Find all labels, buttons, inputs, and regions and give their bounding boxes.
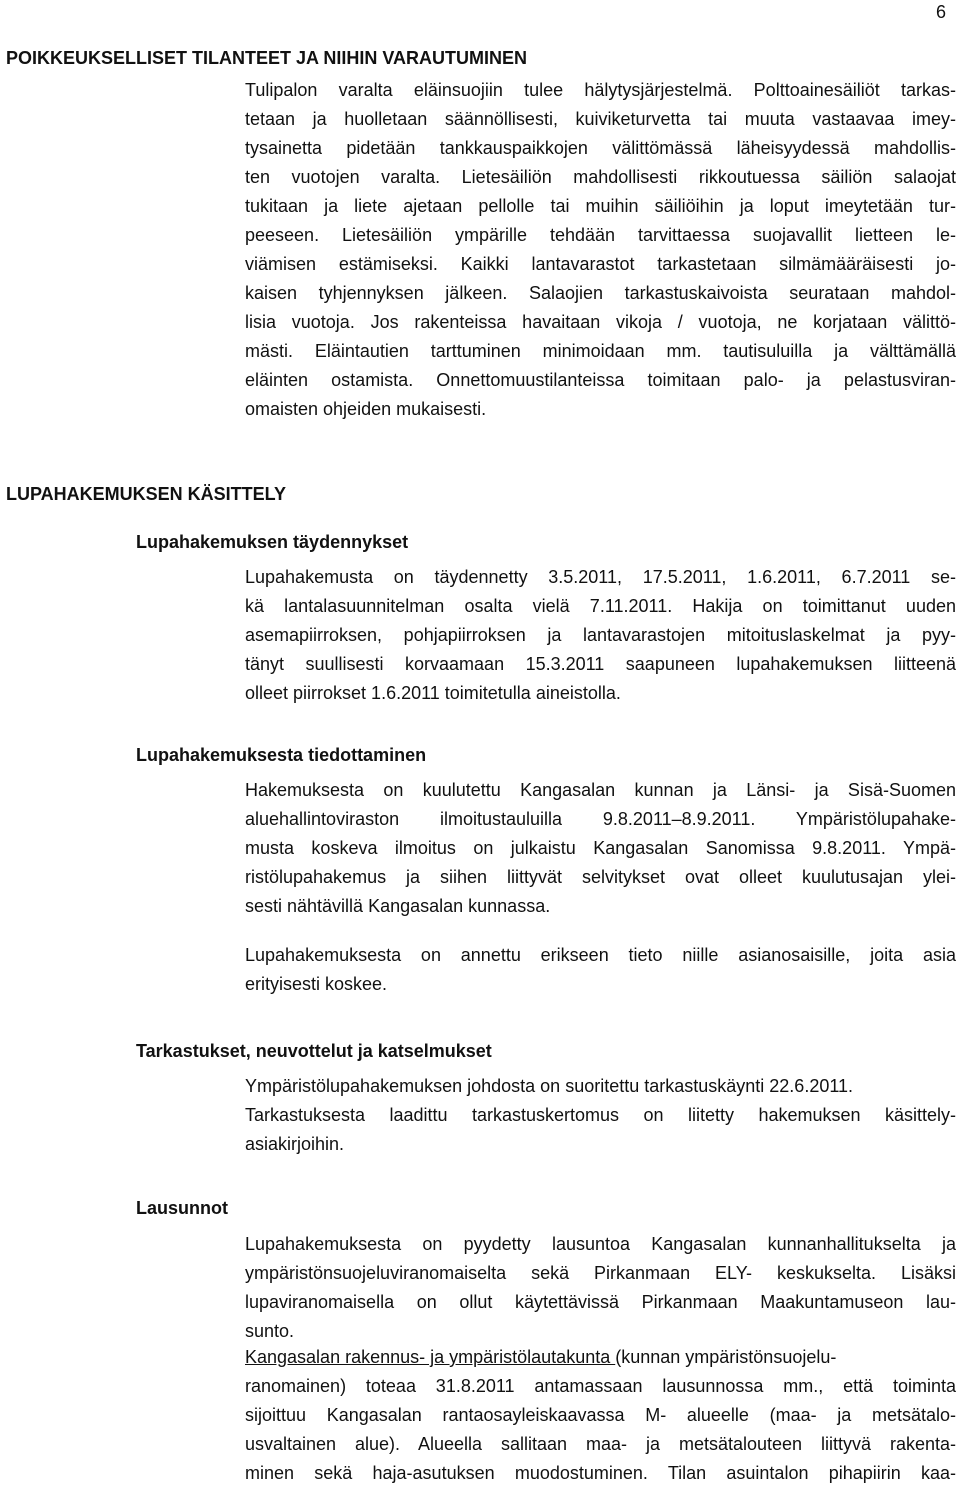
text-line: kä lantalasuunnitelman osalta vielä 7.11.2011. Hakija on toimittanut uuden bbox=[245, 596, 956, 616]
text-line: omaisten ohjeiden mukaisesti. bbox=[245, 399, 487, 419]
text-line: ten vuotojen varalta. Lietesäiliön mahdollisesti rikkoutuessa säiliön salaojat bbox=[245, 167, 956, 187]
text-line: usvaltainen alue). Alueella sallitaan maa- ja metsätalouteen liittyvä rakenta- bbox=[245, 1434, 956, 1454]
section-heading-application-processing: LUPAHAKEMUKSEN KÄSITTELY bbox=[6, 484, 287, 504]
page-number: 6 bbox=[936, 2, 947, 22]
text-line: mästi. Eläintautien tarttuminen minimoidaan mm. tautisuluilla ja välttämällä bbox=[245, 341, 956, 361]
text-line: Hakemuksesta on kuulutettu Kangasalan kunnan ja Länsi- ja Sisä-Suomen bbox=[245, 780, 956, 800]
text-line: Lupahakemuksesta on pyydetty lausuntoa Kangasalan kunnanhallitukselta ja bbox=[245, 1234, 956, 1254]
text-line: ranomainen) toteaa 31.8.2011 antamassaan lausunnossa mm., että toiminta bbox=[245, 1376, 956, 1396]
text-line: ristölupahakemus ja siihen liittyvät selvitykset ovat olleet kuulutusajan ylei- bbox=[245, 867, 956, 887]
text-line bbox=[245, 1343, 956, 1372]
text-fragment: (kunnan ympäristönsuojelu- bbox=[615, 1347, 837, 1367]
text-line: Ympäristölupahakemuksen johdosta on suoritettu tarkastuskäynti 22.6.2011. bbox=[245, 1076, 854, 1096]
subheading-application-announcement: Lupahakemuksesta tiedottaminen bbox=[136, 745, 427, 765]
text-line: tysainetta pidetään tankkauspaikkojen välittömässä läheisyydessä mahdollis- bbox=[245, 138, 956, 158]
text-line: asiakirjoihin. bbox=[245, 1134, 345, 1154]
text-line: tänyt suullisesti korvaamaan 15.3.2011 saapuneen lupahakemuksen liitteenä bbox=[245, 654, 956, 674]
text-line: tukitaan ja liete ajetaan pellolle tai muihin säiliöihin ja loput imeytetään tur- bbox=[245, 196, 956, 216]
text-line: sijoittuu Kangasalan rantaosayleiskaavassa M- alueelle (maa- ja metsätalo- bbox=[245, 1405, 956, 1425]
text-line: olleet piirrokset 1.6.2011 toimitetulla aineistolla. bbox=[245, 683, 621, 703]
text-line: Tarkastuksesta laadittu tarkastuskertomus on liitetty hakemuksen käsittely- bbox=[245, 1105, 956, 1125]
subheading-inspections: Tarkastukset, neuvottelut ja katselmukset bbox=[136, 1041, 492, 1061]
text-line: eläinten ostamista. Onnettomuustilanteissa toimitaan palo- ja pelastusviran- bbox=[245, 370, 956, 390]
text-line: lupaviranomaisella on ollut käytettävissä Pirkanmaan Maakuntamuseon lau- bbox=[245, 1292, 956, 1312]
text-line: viämisen estämiseksi. Kaikki lantavarastot tarkastetaan silmämääräisesti jo- bbox=[245, 254, 956, 274]
text-line: tetaan ja huolletaan säännöllisesti, kuiviketurvetta tai muuta vastaavaa imey- bbox=[245, 109, 956, 129]
paragraph-application-announcement bbox=[245, 776, 956, 921]
text-line: minen sekä haja-asutuksen muodostuminen. Tilan asuintalon pihapiirin kaa- bbox=[245, 1463, 956, 1483]
section-heading-exceptional-situations: POIKKEUKSELLISET TILANTEET JA NIIHIN VARAUTUMINEN bbox=[6, 48, 528, 68]
text-line: ympäristönsuojeluviranomaiselta sekä Pirkanmaan ELY- keskukselta. Lisäksi bbox=[245, 1263, 956, 1283]
authority-name: Kangasalan rakennus- ja ympäristölautakunta bbox=[245, 1347, 616, 1367]
text-line: kaisen tyhjennyksen jälkeen. Salaojien tarkastuskaivoista seurataan mahdol- bbox=[245, 283, 956, 303]
paragraph-exceptional-situations bbox=[245, 76, 956, 424]
text-line: musta koskeva ilmoitus on julkaistu Kangasalan Sanomissa 9.8.2011. Ympä- bbox=[245, 838, 956, 858]
text-line: asemapiirroksen, pohjapiirroksen ja lantavarastojen mitoituslaskelmat ja pyy- bbox=[245, 625, 956, 645]
text-line: lisia vuotoja. Jos rakenteissa havaitaan vikoja / vuotoja, ne korjataan välittö- bbox=[245, 312, 956, 332]
text-line: Tulipalon varalta eläinsuojiin tulee hälytysjärjestelmä. Polttoainesäiliöt tarkas- bbox=[245, 80, 956, 100]
text-line: erityisesti koskee. bbox=[245, 974, 388, 994]
text-line: Lupahakemusta on täydennetty 3.5.2011, 17.5.2011, 1.6.2011, 6.7.2011 se- bbox=[245, 567, 956, 587]
subheading-application-supplements: Lupahakemuksen täydennykset bbox=[136, 532, 409, 552]
text-line: Lupahakemuksesta on annettu erikseen tieto niille asianosaisille, joita asia bbox=[245, 945, 956, 965]
text-line: peeseen. Lietesäiliön ympärille tehdään tarvittaessa suojavallit lietteen le- bbox=[245, 225, 956, 245]
text-line: sesti nähtävillä Kangasalan kunnassa. bbox=[245, 896, 551, 916]
paragraph-statements-requested bbox=[245, 1230, 956, 1346]
paragraph-stakeholder-notice bbox=[245, 941, 956, 999]
subheading-statements: Lausunnot bbox=[136, 1198, 228, 1218]
paragraph-inspections bbox=[245, 1072, 956, 1159]
text-line: aluehallintoviraston ilmoitustauluilla 9.8.2011–8.9.2011. Ympäristölupahake- bbox=[245, 809, 956, 829]
text-line: sunto. bbox=[245, 1321, 295, 1341]
paragraph-municipal-statement bbox=[245, 1343, 956, 1488]
paragraph-application-supplements bbox=[245, 563, 956, 708]
